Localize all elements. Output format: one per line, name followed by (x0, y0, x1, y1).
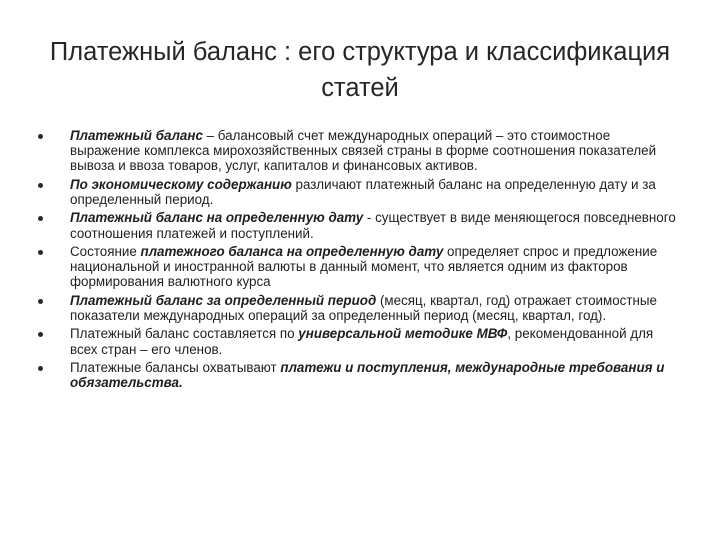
bullet-text: , рекомендованной для всех стран – его членов. (70, 326, 654, 357)
bullet-item (36, 360, 684, 390)
bullet-dot-icon (38, 366, 43, 371)
emphasized-text: Платежный баланс (70, 128, 203, 143)
emphasized-text: Платежный баланс на определенную дату (70, 210, 364, 226)
bullet-dot-icon (38, 299, 43, 304)
bullet-dot-icon (38, 183, 43, 188)
bullet-dot-icon (38, 216, 43, 221)
bullet-item (36, 177, 684, 207)
bullet-text: различают платежный баланс на определенную дату и за определенный период. (70, 176, 656, 207)
emphasized-text: Платежный баланс за определенный период (70, 292, 377, 308)
bullet-text: - существует в виде меняющегося повседневного соотношения платежей и поступлений. (70, 210, 676, 241)
bullet-dot-icon (38, 134, 43, 139)
emphasized-text: платежи и поступления, международные требования и обязательства. (70, 359, 665, 391)
bullet-item (36, 128, 684, 174)
bullet-dot-icon (38, 250, 43, 255)
bullet-text: – балансовый счет международных операций – это стоимостное выражение комплекса мирохозяйственных связей страны в форме соотношения показателей вывоза и ввоза товаров, услуг, капиталов и финансовых активов. (70, 128, 657, 174)
bullet-dot-icon (38, 332, 43, 337)
emphasized-text: По экономическому содержанию (70, 176, 292, 192)
emphasized-text: платежного баланса на определенную дату (140, 243, 444, 259)
title-line-2: статей (321, 74, 399, 102)
bullet-item (36, 244, 684, 290)
bullet-text: (месяц, квартал, год) отражает стоимостные показатели международных операций за определенный период (месяц, квартал, год). (70, 292, 657, 323)
bullet-list (36, 128, 684, 394)
bullet-text: Состояние (70, 243, 141, 259)
bullet-item (36, 210, 684, 240)
bullet-item (36, 293, 684, 323)
bullet-text: Платежный баланс составляется по (70, 326, 299, 342)
bullet-text: определяет спрос и предложение национальной и иностранной валюты в данный момент, что является одним из факторов формирования валютного курса (70, 243, 658, 290)
slide-title (40, 34, 680, 106)
emphasized-text: универсальной методике МВФ (298, 326, 508, 342)
bullet-text: Платежные балансы охватывают (70, 359, 281, 375)
title-line-1: Платежный баланс : его структура и классификация (49, 38, 671, 66)
bullet-item (36, 326, 684, 356)
